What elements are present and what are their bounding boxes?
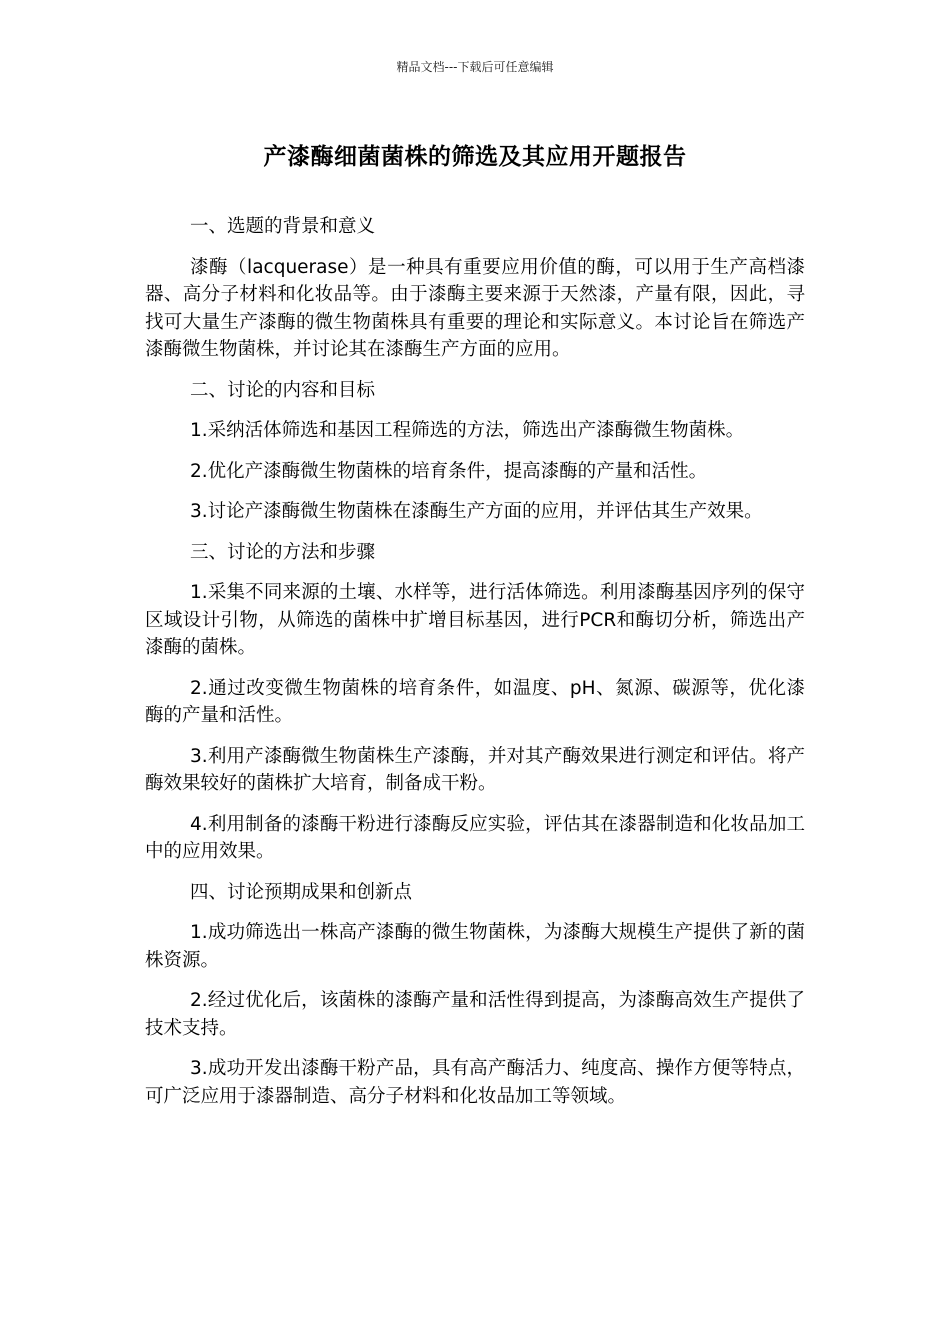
section-content-goals	[145, 377, 805, 526]
section-expected-results	[145, 879, 805, 1111]
paragraph: 2.优化产漆酶微生物菌株的培育条件，提高漆酶的产量和活性。	[190, 460, 708, 482]
paragraph: 3.利用产漆酶微生物菌株生产漆酶，并对其产酶效果进行测定和评估。将产酶效果较好的菌株扩大培育，制备成干粉。	[145, 745, 805, 794]
document-title: 产漆酶细菌菌株的筛选及其应用开题报告	[263, 144, 687, 170]
paragraph: 1.采纳活体筛选和基因工程筛选的方法，筛选出产漆酶微生物菌株。	[190, 420, 745, 441]
paragraph: 2.通过改变微生物菌株的培育条件，如温度、pH、氮源、碳源等，优化漆酶的产量和活性。	[145, 677, 805, 726]
section-heading: 三、讨论的方法和步骤	[190, 541, 376, 563]
paragraph: 漆酶（lacquerase）是一种具有重要应用价值的酶，可以用于生产高档漆器、高分子材料和化妆品等。由于漆酶主要来源于天然漆，产量有限，因此，寻找可大量生产漆酶的微生物菌株具有重要的理论和实际意义。本讨论旨在筛选产漆酶微生物菌株，并讨论其在漆酶生产方面的应用。	[145, 256, 805, 360]
paragraph: 1.采集不同来源的土壤、水样等，进行活体筛选。利用漆酶基因序列的保守区域设计引物，从筛选的菌株中扩增目标基因，进行PCR和酶切分析，筛选出产漆酶的菌株。	[145, 582, 805, 658]
paragraph: 4.利用制备的漆酶干粉进行漆酶反应实验，评估其在漆器制造和化妆品加工中的应用效果。	[145, 813, 805, 862]
document-body	[145, 213, 805, 1123]
section-heading: 一、选题的背景和意义	[190, 216, 376, 237]
header-note: 精品文档---下载后可任意编辑	[396, 60, 554, 74]
paragraph: 3.成功开发出漆酶干粉产品，具有高产酶活力、纯度高、操作方便等特点，可广泛应用于漆器制造、高分子材料和化妆品加工等领域。	[145, 1058, 805, 1107]
section-heading: 二、讨论的内容和目标	[190, 379, 376, 401]
paragraph: 2.经过优化后，该菌株的漆酶产量和活性得到提高，为漆酶高效生产提供了技术支持。	[145, 990, 805, 1039]
section-heading: 四、讨论预期成果和创新点	[190, 881, 413, 903]
paragraph: 1.成功筛选出一株高产漆酶的微生物菌株，为漆酶大规模生产提供了新的菌株资源。	[145, 922, 805, 971]
paragraph: 3.讨论产漆酶微生物菌株在漆酶生产方面的应用，并评估其生产效果。	[190, 501, 763, 522]
section-background	[145, 213, 805, 364]
section-methods	[145, 539, 805, 866]
